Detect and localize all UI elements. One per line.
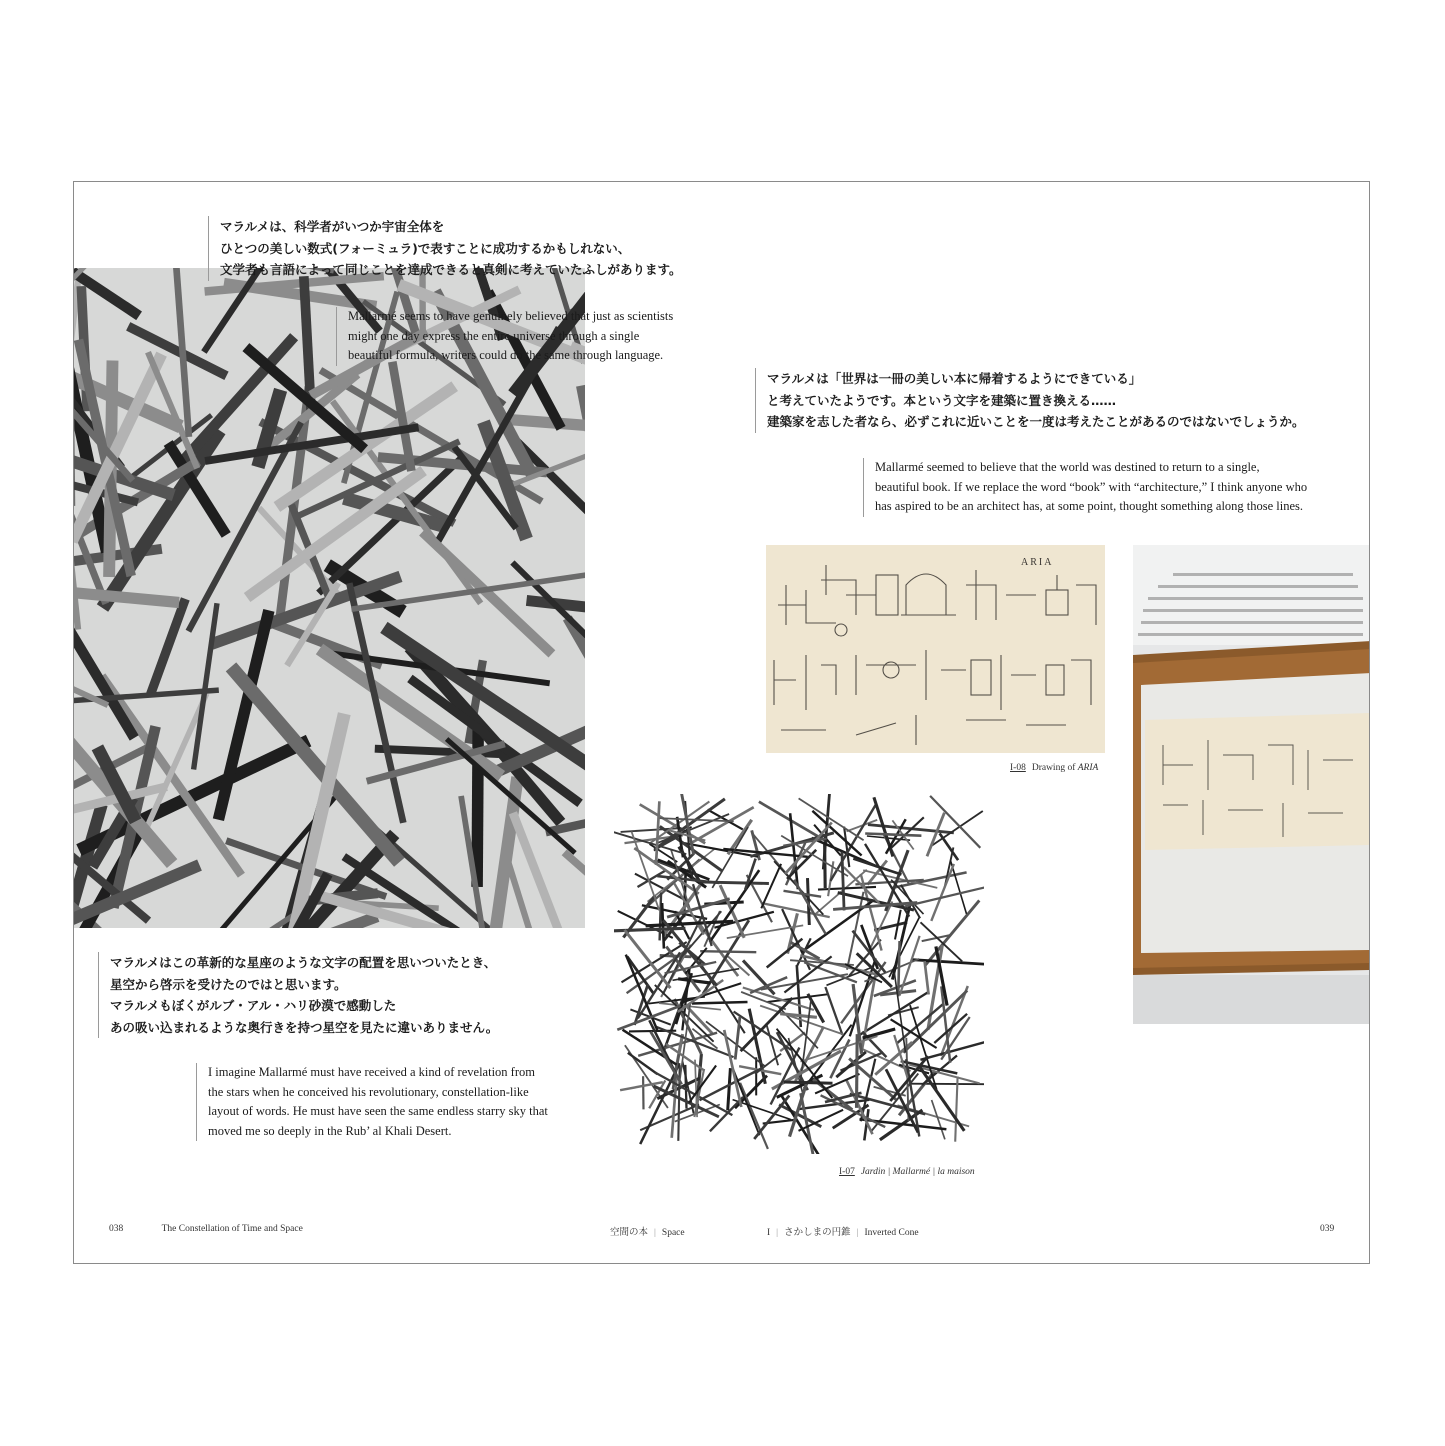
quote-line: the stars when he conceived his revolutionary, constellation-like bbox=[208, 1084, 529, 1099]
quote-top-jp bbox=[208, 216, 682, 281]
quote-line: と考えていたようです。本という文字を建築に置き換える…… bbox=[767, 392, 1117, 408]
quote-line: beautiful book. If we replace the word “book” with “architecture,” I think anyone who bbox=[875, 479, 1308, 494]
book-title: The Constellation of Time and Space bbox=[161, 1224, 303, 1234]
aria-drawing-photo bbox=[766, 545, 1105, 753]
sketch-label: ARIA bbox=[1021, 557, 1054, 568]
quote-line: moved me so deeply in the Rub’ al Khali Desert. bbox=[208, 1123, 452, 1138]
quote-line: 星空から啓示を受けたのではと思います。 bbox=[110, 976, 347, 992]
caption-number: I-08 bbox=[1010, 763, 1026, 773]
chapter-en: Inverted Cone bbox=[864, 1228, 919, 1238]
caption-title: ARIA bbox=[1077, 763, 1099, 773]
quote-line: ひとつの美しい数式(フォーミュラ)で表すことに成功するかもしれない、 bbox=[220, 240, 631, 256]
chapter-jp: さかしまの円錐 bbox=[784, 1228, 851, 1238]
quote-line: マラルメはこの革新的な星座のような文字の配置を思いついたとき、 bbox=[110, 955, 497, 970]
quote-line: I imagine Mallarmé must have received a kind of revelation from bbox=[208, 1065, 535, 1079]
quote-line: あの吸い込まれるような奥行きを持つ星空を見たに違いありません。 bbox=[110, 1019, 499, 1035]
quote-line: マラルメは「世界は一冊の美しい本に帰着するようにできている」 bbox=[767, 371, 1142, 386]
quote-line: has aspired to be an architect has, at some point, thought something along those lines. bbox=[875, 499, 1304, 513]
caption-aria bbox=[1010, 763, 1098, 773]
sculpture-closeup-photo bbox=[74, 268, 585, 928]
quote-line: layout of words. He must have seen the same endless starry sky that bbox=[208, 1104, 548, 1118]
quote-right-jp bbox=[755, 368, 1305, 433]
caption-text: Drawing of bbox=[1031, 763, 1078, 773]
caption-title: Jardin | Mallarmé | la maison bbox=[860, 1167, 975, 1177]
lattice-sculpture-photo bbox=[614, 794, 984, 1154]
quote-bottom-jp bbox=[98, 952, 498, 1038]
quote-line: マラルメもぼくがルブ・アル・ハリ砂漠で感動した bbox=[110, 998, 397, 1013]
quote-line: Mallarmé seemed to believe that the world was destined to return to a single, bbox=[875, 460, 1260, 474]
quote-bottom-en bbox=[196, 1063, 548, 1141]
page-number-right: 039 bbox=[1320, 1224, 1335, 1234]
quote-line: マラルメは、科学者がいつか宇宙全体を bbox=[220, 219, 445, 234]
quote-line: beautiful formula, writers could do the same through language. bbox=[348, 348, 664, 362]
quote-line: 建築家を志した者なら、必ずこれに近いことを一度は考えたことがあるのではないでしょうか。 bbox=[767, 414, 1305, 429]
footer-left bbox=[109, 1224, 303, 1234]
quote-line: Mallarmé seems to have genuinely believed that just as scientists bbox=[348, 309, 674, 323]
caption-jardin bbox=[839, 1167, 975, 1177]
quote-top-en bbox=[336, 307, 673, 366]
display-box-photo bbox=[1133, 545, 1370, 1024]
section-jp: 空間の本 bbox=[610, 1228, 649, 1238]
magazine-spread bbox=[73, 181, 1370, 1264]
section-en: Space bbox=[661, 1228, 685, 1238]
quote-line: 文学者も言語によって同じことを達成できると真剣に考えていたふしがあります。 bbox=[220, 262, 682, 277]
footer-chapter: I | さかしまの円錐 | Inverted Cone bbox=[767, 1228, 919, 1238]
quote-line: might one day express the entire universe through a single bbox=[348, 328, 640, 343]
page-number-left: 038 bbox=[109, 1224, 124, 1234]
quote-right-en bbox=[863, 458, 1307, 517]
caption-number: I-07 bbox=[839, 1167, 855, 1177]
footer-section: 空間の本 | Space bbox=[610, 1228, 685, 1238]
chapter-number: I bbox=[767, 1228, 771, 1238]
